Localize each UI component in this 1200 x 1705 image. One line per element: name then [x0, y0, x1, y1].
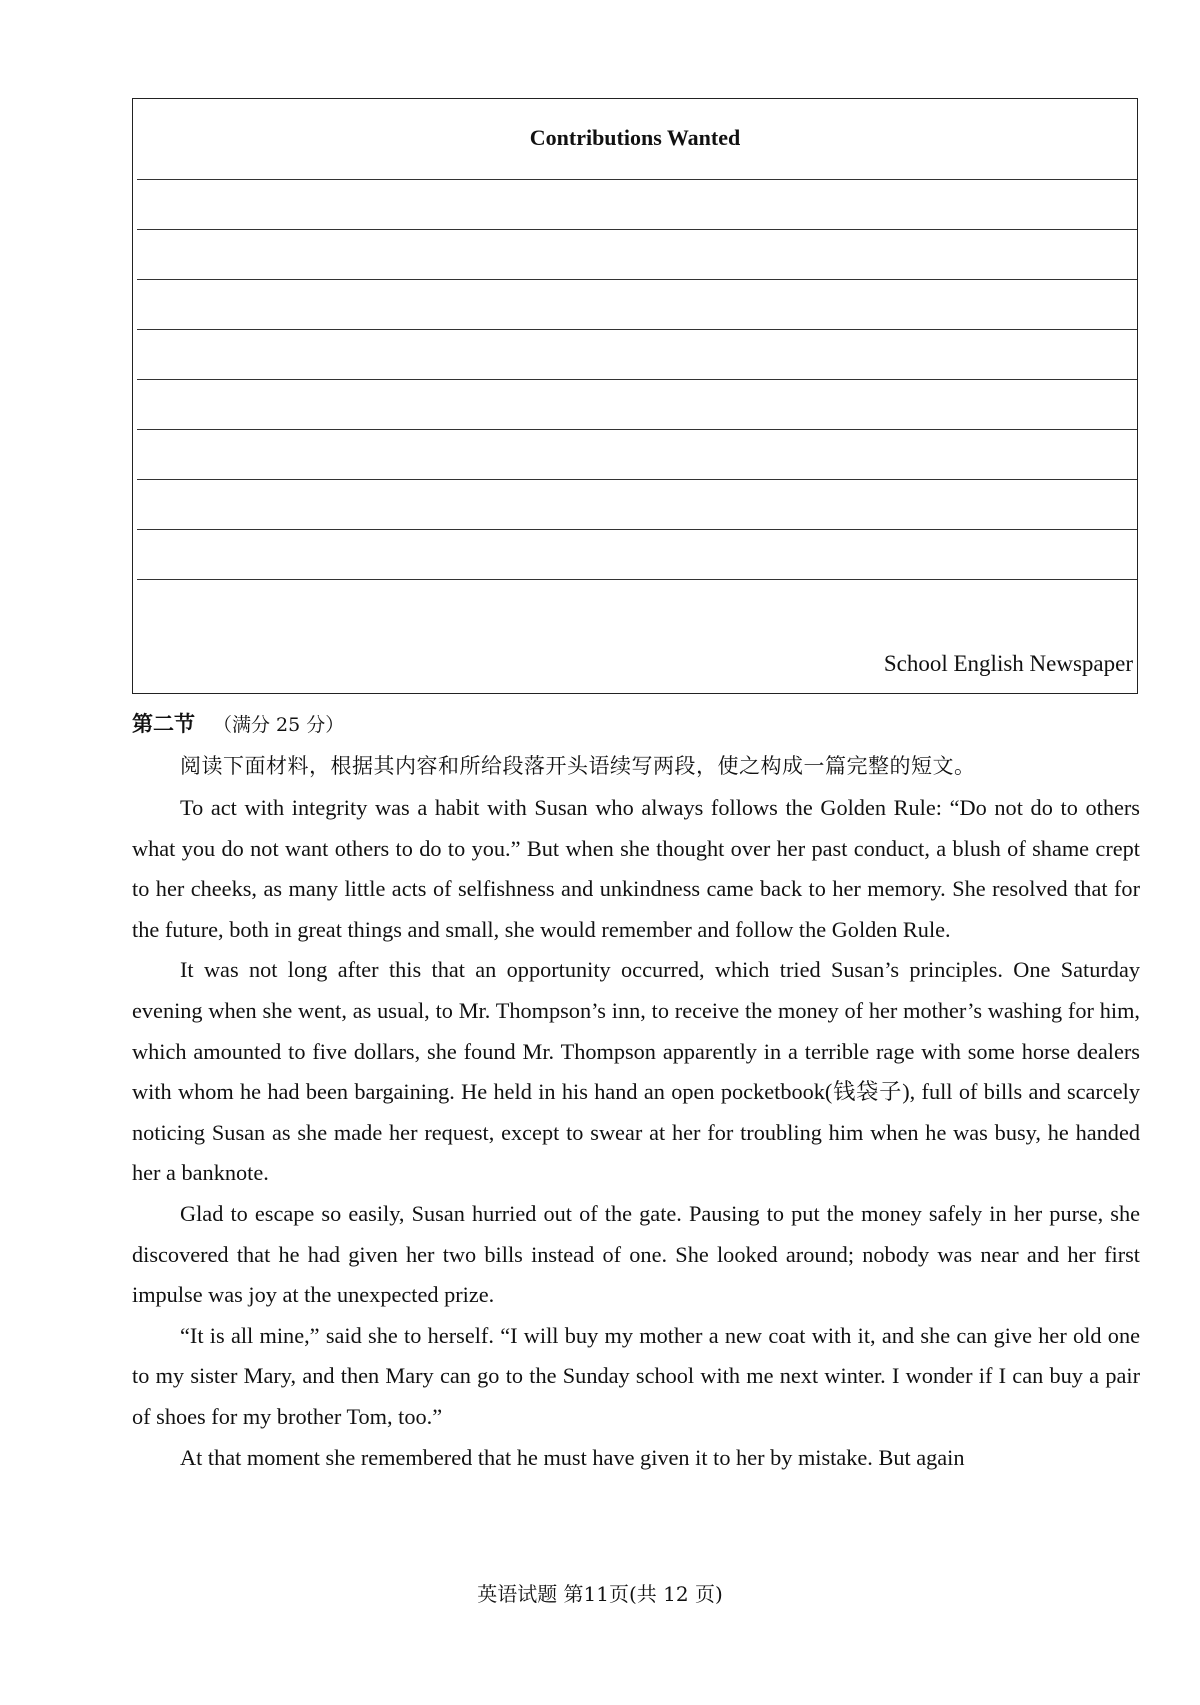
box-title: Contributions Wanted — [529, 125, 741, 150]
passage — [132, 788, 1140, 1478]
writing-line[interactable] — [137, 279, 1137, 280]
writing-line[interactable] — [137, 329, 1137, 330]
section-title: 第二节 — [132, 711, 195, 736]
writing-line[interactable] — [137, 479, 1137, 480]
passage-paragraph: To act with integrity was a habit with Susan who always follows the Golden Rule: “Do not do to others what you do not want others to do to you.” But when she thought over her past conduct, a blush of shame crept to her cheeks, as many little acts of selfishness and unkindness came back to her memory. She resolved that for the future, both in great things and small, she would remember and follow the Golden Rule. — [132, 795, 1140, 942]
writing-box — [132, 98, 1138, 694]
writing-line[interactable] — [137, 379, 1137, 380]
section-score: （满分 25 分） — [213, 714, 345, 736]
box-signature: School English Newspaper — [883, 651, 1133, 676]
passage-paragraph: “It is all mine,” said she to herself. “I will buy my mother a new coat with it, and she can give her old one to my sister Mary, and then Mary can go to the Sunday school with me next winter. I wonder if I can buy a pair of shoes for my brother Tom, too.” — [132, 1322, 1140, 1429]
section-heading — [132, 708, 344, 738]
passage-paragraph: It was not long after this that an opportunity occurred, which tried Susan’s principles. One Saturday evening when she went, as usual, to Mr. Thompson’s inn, to receive the money of her mother’s washing for him, which amounted to five dollars, she found Mr. Thompson apparently in a terrible rage with some horse dealers with whom he had been bargaining. He held in his hand an open pocketbook(钱袋子), full of bills and scarcely noticing Susan as she made her request, except to swear at her for troubling him when he was busy, he handed her a banknote. — [132, 957, 1140, 1186]
section-instruction: 阅读下面材料，根据其内容和所给段落开头语续写两段，使之构成一篇完整的短文。 — [180, 754, 976, 778]
writing-line[interactable] — [137, 529, 1137, 530]
writing-line[interactable] — [137, 579, 1137, 580]
writing-line[interactable] — [137, 429, 1137, 430]
passage-paragraph: Glad to escape so easily, Susan hurried out of the gate. Pausing to put the money safely in her purse, she discovered that he had given her two bills instead of one. She looked around; nobody was near and her first impulse was joy at the unexpected prize. — [132, 1200, 1140, 1308]
passage-paragraph: At that moment she remembered that he must have given it to her by mistake. But again — [180, 1444, 965, 1470]
writing-line[interactable] — [137, 179, 1137, 180]
page-footer: 英语试题 第11页(共 12 页) — [477, 1582, 723, 1606]
writing-line[interactable] — [137, 229, 1137, 230]
